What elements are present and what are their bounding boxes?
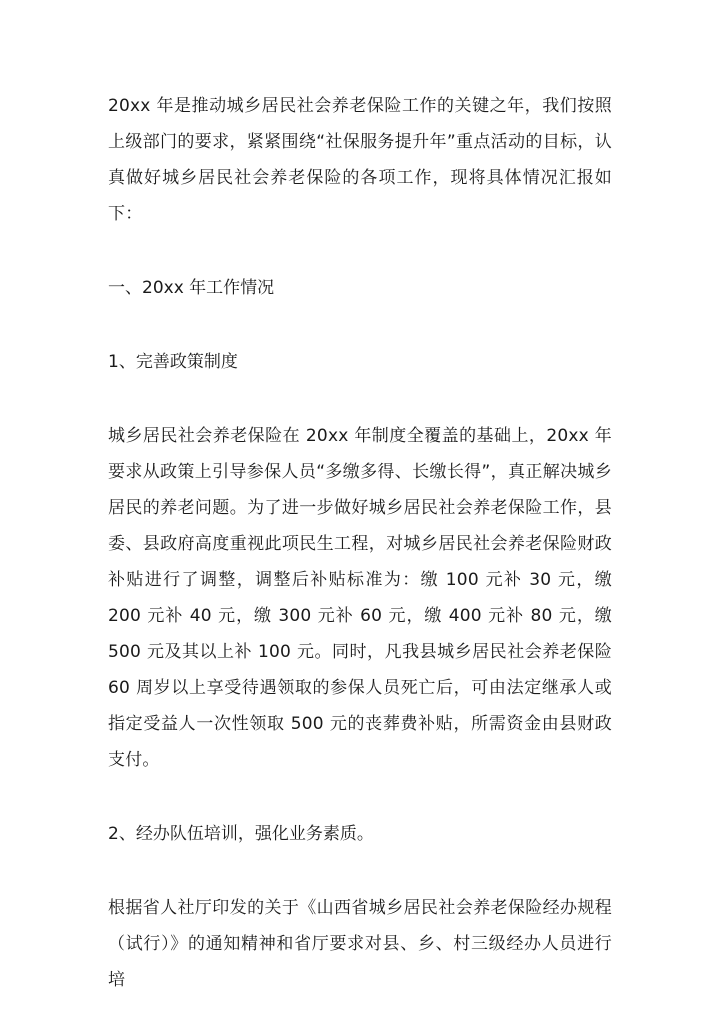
training-paragraph: 根据省人社厅印发的关于《山西省城乡居民社会养老保险经办规程（试行）》的通知精神和省厅要求对县、乡、村三级经办人员进行培: [108, 898, 612, 990]
subsection-heading: 1、完善政策制度: [108, 352, 238, 372]
document-page: [108, 88, 612, 998]
intro-paragraph: 20xx 年是推动城乡居民社会养老保险工作的关键之年，我们按照上级部门的要求，紧紧围绕“社保服务提升年”重点活动的目标，认真做好城乡居民社会养老保险的各项工作，现将具体情况汇报如下：: [108, 96, 612, 224]
section-heading: 一、20xx 年工作情况: [108, 278, 275, 298]
spacer: [108, 232, 612, 270]
subsection-heading: 2、经办队伍培训，强化业务素质。: [108, 824, 374, 844]
policy-paragraph: 城乡居民社会养老保险在 20xx 年制度全覆盖的基础上，20xx 年要求从政策上引导参保人员“多缴多得、长缴长得”，真正解决城乡居民的养老问题。为了进一步做好城乡居民社会养老保险工作，县委、县政府高度重视此项民生工程，对城乡居民社会养老保险财政补贴进行了调整，调整后补贴标准为：缴 100 元补 30 元，缴 200 元补 40 元，缴 300 元补 60 元，缴 400 元补 80 元，缴 500 元及其以上补 100 元。同时，凡我县城乡居民社会养老保险 60 周岁以上享受待遇领取的参保人员死亡后，可由法定继承人或指定受益人一次性领取 500 元的丧葬费补贴，所需资金由县财政支付。: [108, 426, 612, 770]
spacer: [108, 852, 612, 890]
spacer: [108, 778, 612, 816]
spacer: [108, 380, 612, 418]
spacer: [108, 306, 612, 344]
